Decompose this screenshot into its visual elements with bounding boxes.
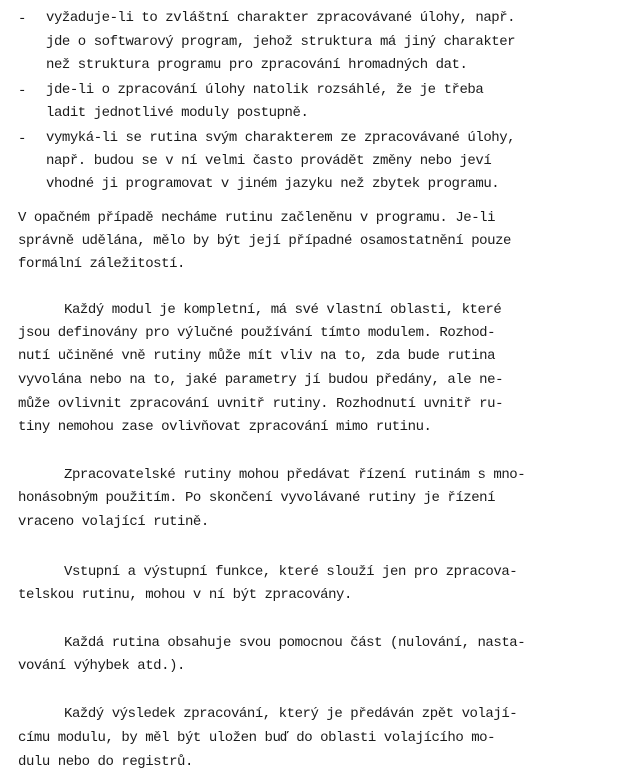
paragraph-4-line-1: Vstupní a výstupní funkce, které slouží jen pro zpracova- — [64, 564, 518, 580]
bullet-1-line-3: než struktura programu pro zpracování hromadných dat. — [46, 57, 468, 73]
paragraph-2-line-6: tiny nemohou zase ovlivňovat zpracování mimo rutinu. — [18, 419, 432, 435]
paragraph-2-line-2: jsou definovány pro výlučné používání tímto modulem. Rozhod- — [18, 325, 496, 341]
bullet-1-line-2: jde o softwarový program, jehož struktura má jiný charakter — [46, 34, 516, 50]
paragraph-5-line-2: vování výhybek atd.). — [18, 658, 185, 674]
paragraph-1-line-1: V opačném případě necháme rutinu začleněnu v programu. Je-li — [18, 210, 496, 226]
bullet-2-line-2: ladit jednotlivé moduly postupně. — [46, 105, 309, 121]
paragraph-3-line-2: honásobným použitím. Po skončení vyvolávané rutiny je řízení — [18, 490, 496, 506]
paragraph-1-line-3: formální záležitostí. — [18, 256, 185, 272]
bullet-mark: - — [18, 83, 27, 99]
bullet-3-line-1: vymyká-li se rutina svým charakterem ze zpracovávané úlohy, — [46, 130, 516, 146]
paragraph-1-line-2: správně udělána, mělo by být její případné osamostatnění pouze — [18, 233, 511, 249]
bullet-3-line-3: vhodné ji programovat v jiném jazyku než zbytek programu. — [46, 176, 500, 192]
paragraph-5-line-1: Každá rutina obsahuje svou pomocnou část (nulování, nasta- — [64, 635, 526, 651]
paragraph-6-line-2: címu modulu, by měl být uložen buď do oblasti volajícího mo- — [18, 730, 496, 746]
bullet-2-line-1: jde-li o zpracování úlohy natolik rozsáhlé, že je třeba — [46, 82, 484, 98]
bullet-mark: - — [18, 131, 27, 147]
bullet-1-line-1: vyžaduje-li to zvláštní charakter zpracovávané úlohy, např. — [46, 10, 516, 26]
bullet-mark: - — [18, 11, 27, 27]
paragraph-6-line-3: dulu nebo do registrů. — [18, 754, 193, 770]
paragraph-3-line-3: vraceno volající rutině. — [18, 514, 209, 530]
paragraph-3-line-1: Zpracovatelské rutiny mohou předávat řízení rutinám s mno- — [64, 467, 526, 483]
paragraph-2-line-5: může ovlivnit zpracování uvnitř rutiny. Rozhodnutí uvnitř ru- — [18, 396, 504, 412]
paragraph-2-line-3: nutí učiněné vně rutiny může mít vliv na to, zda bude rutina — [18, 348, 496, 364]
paragraph-2-line-4: vyvolána nebo na to, jaké parametry jí budou předány, ale ne- — [18, 372, 504, 388]
paragraph-6-line-1: Každý výsledek zpracování, který je předáván zpět volají- — [64, 706, 518, 722]
paragraph-2-line-1: Každý modul je kompletní, má své vlastní oblasti, které — [64, 302, 502, 318]
bullet-3-line-2: např. budou se v ní velmi často provádět změny nebo jeví — [46, 153, 492, 169]
paragraph-4-line-2: telskou rutinu, mohou v ní být zpracovány. — [18, 587, 352, 603]
